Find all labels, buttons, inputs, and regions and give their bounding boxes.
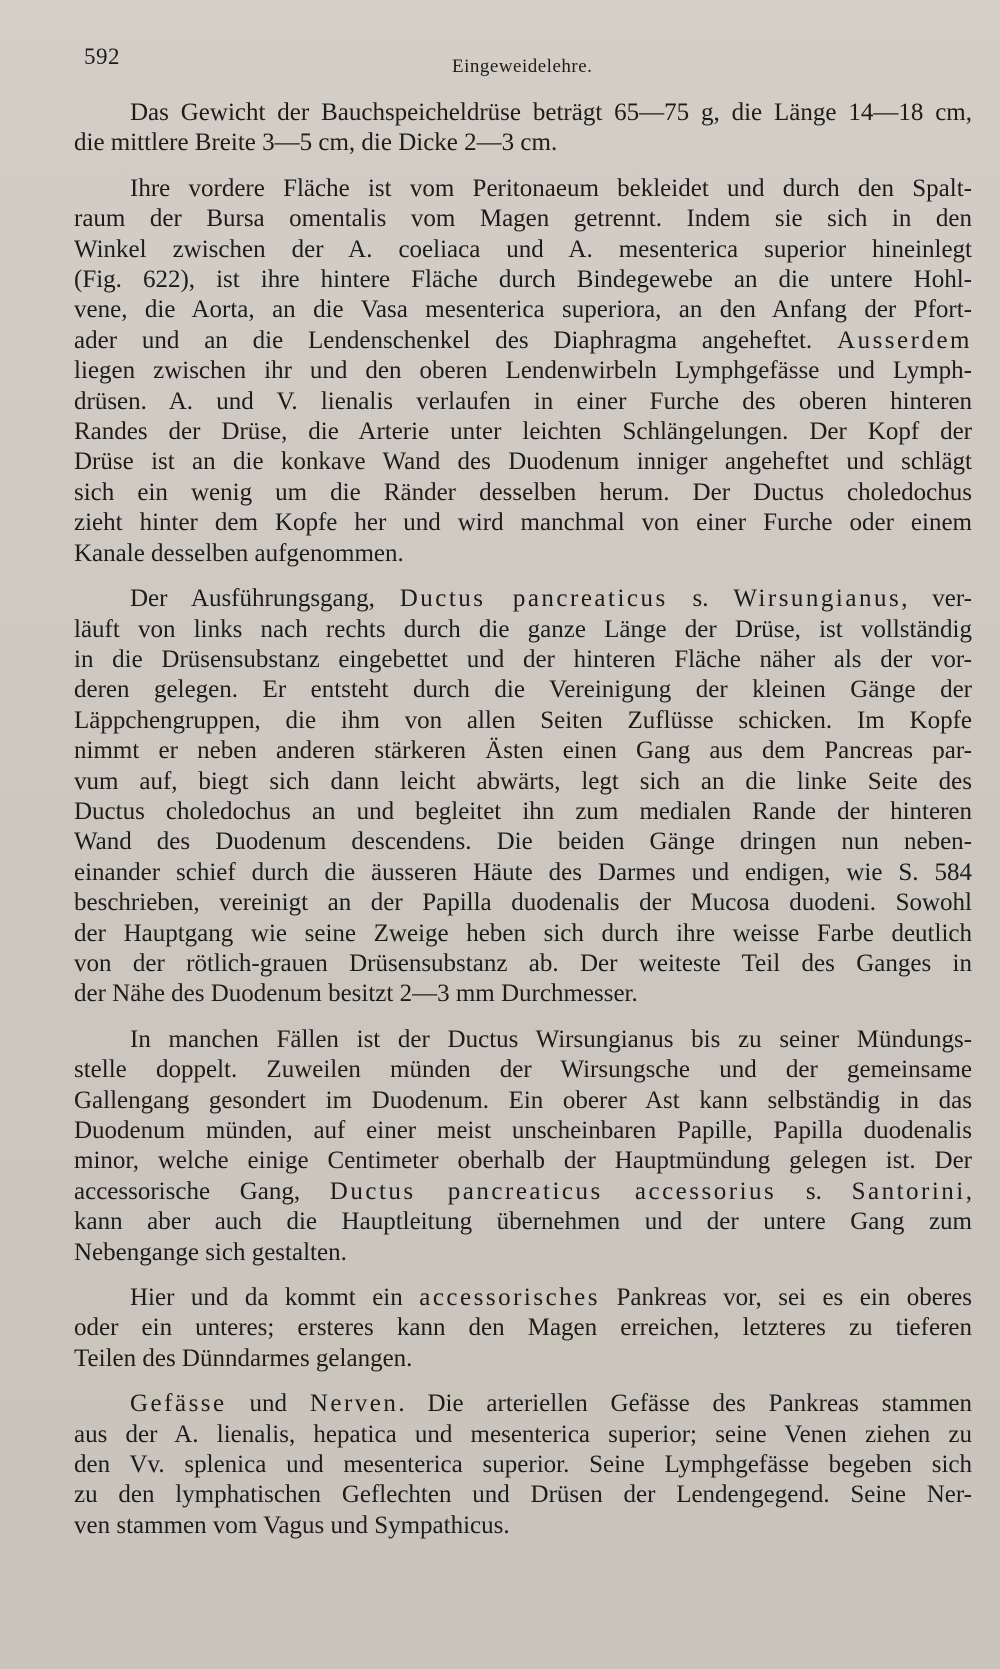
text-line: läuft von links nach rechts durch die ganze Länge der Drüse, ist vollständig	[74, 615, 972, 643]
text-line: Läppchengruppen, die ihm von allen Seiten Zuflüsse schicken. Im Kopfe	[74, 706, 972, 734]
text-line: sich ein wenig um die Ränder desselben herum. Der Ductus choledochus	[74, 478, 972, 506]
text-line: Hier und da kommt ein accessorisches Pankreas vor, sei es ein oberes	[130, 1284, 972, 1312]
text-line: Drüse ist an die konkave Wand des Duodenum inniger angeheftet und schlägt	[74, 448, 972, 476]
paragraph	[74, 98, 972, 159]
body-text	[74, 98, 972, 1556]
text-line: Gallengang gesondert im Duodenum. Ein oberer Ast kann selbständig in das	[74, 1086, 972, 1114]
spaced-term: Gefässe	[130, 1390, 227, 1418]
text-line: Duodenum münden, auf einer meist unscheinbaren Papille, Papilla duodenalis	[74, 1117, 972, 1144]
text-line: raum der Bursa omentalis vom Magen getrennt. Indem sie sich in den	[74, 205, 972, 233]
text-line: zu den lymphatischen Geflechten und Drüsen der Lendengegend. Seine Ner-	[74, 1481, 972, 1509]
spaced-term: accessorisches	[419, 1284, 600, 1312]
spaced-term: Santorini	[851, 1177, 966, 1205]
text-line: zieht hinter dem Kopfe her und wird manchmal von einer Furche oder einem	[74, 509, 972, 537]
text-line: nimmt er neben anderen stärkeren Ästen einen Gang aus dem Pancreas par-	[74, 737, 972, 765]
text-line: vene, die Aorta, an die Vasa mesenterica superiora, an den Anfang der Pfort-	[74, 296, 972, 324]
text-line: Ductus choledochus an und begleitet ihn zum medialen Rande der hinteren	[74, 797, 972, 825]
text-line: liegen zwischen ihr und den oberen Lendenwirbeln Lymphgefässe und Lymph-	[74, 357, 972, 385]
text-line: kann aber auch die Hauptleitung übernehmen und der untere Gang zum	[74, 1208, 972, 1236]
text-line: (Fig. 622), ist ihre hintere Fläche durch Bindegewebe an die untere Hohl-	[74, 266, 972, 294]
text-line: Teilen des Dünndarmes gelangen.	[74, 1344, 413, 1372]
text-line: Nebengange sich gestalten.	[74, 1238, 347, 1266]
spaced-term: Ductus pancreaticus	[399, 585, 668, 613]
text-line: die mittlere Breite 3—5 cm, die Dicke 2—3 cm.	[74, 129, 558, 157]
text-line: Das Gewicht der Bauchspeicheldrüse beträgt 65—75 g, die Länge 14—18 cm,	[130, 99, 972, 126]
text-line: deren gelegen. Er entsteht durch die Vereinigung der kleinen Gänge der	[74, 676, 972, 704]
paragraph	[74, 584, 972, 1010]
spaced-term: Nerven	[309, 1390, 399, 1418]
text-line: vum auf, biegt sich dann leicht abwärts, legt sich an die linke Seite des	[74, 767, 972, 795]
text-line: einander schief durch die äusseren Häute des Darmes und endigen, wie S. 584	[74, 858, 972, 886]
text-line: beschrieben, vereinigt an der Papilla duodenalis der Mucosa duodeni. Sowohl	[74, 889, 972, 917]
text-line: den Vv. splenica und mesenterica superior. Seine Lymphgefässe begeben sich	[74, 1451, 972, 1479]
text-line: Randes der Drüse, die Arterie unter leichten Schlängelungen. Der Kopf der	[74, 418, 972, 446]
text-line: drüsen. A. und V. lienalis verlaufen in einer Furche des oberen hinteren	[74, 387, 972, 415]
text-line: Ihre vordere Fläche ist vom Peritonaeum bekleidet und durch den Spalt-	[130, 174, 972, 202]
text-line: in die Drüsensubstanz eingebettet und der hinteren Fläche näher als der vor-	[74, 645, 972, 673]
paragraph	[74, 1283, 972, 1374]
paragraph	[74, 1025, 972, 1268]
text-line: Gefässe und Nerven. Die arteriellen Gefässe des Pankreas stammen	[130, 1390, 973, 1418]
text-line: oder ein unteres; ersteres kann den Magen erreichen, letzteres zu tieferen	[74, 1314, 972, 1342]
text-line: accessorische Gang, Ductus pancreaticus accessorius s. Santorini,	[74, 1177, 972, 1205]
text-line: stelle doppelt. Zuweilen münden der Wirsungsche und der gemeinsame	[74, 1056, 972, 1084]
text-line: der Hauptgang wie seine Zweige heben sich durch ihre weisse Farbe deutlich	[74, 919, 972, 947]
text-line: Der Ausführungsgang, Ductus pancreaticus s. Wirsungianus, ver-	[130, 585, 972, 613]
text-line: ven stammen vom Vagus und Sympathicus.	[74, 1511, 510, 1539]
paragraph	[74, 1389, 972, 1541]
text-line: aus der A. lienalis, hepatica und mesenterica superior; seine Venen ziehen zu	[74, 1420, 972, 1448]
text-line: In manchen Fällen ist der Ductus Wirsungianus bis zu seiner Mündungs-	[130, 1025, 972, 1053]
paragraph	[74, 174, 972, 569]
text-line: ader und an die Lendenschenkel des Diaphragma angeheftet. Ausserdem	[74, 326, 972, 354]
text-line: Winkel zwischen der A. coeliaca und A. mesenterica superior hineinlegt	[74, 235, 972, 263]
spaced-term: Wirsungianus	[733, 585, 902, 613]
spaced-term: Ductus pancreaticus accessorius	[329, 1177, 777, 1205]
page-number: 592	[84, 44, 120, 69]
text-line: minor, welche einige Centimeter oberhalb der Hauptmündung gelegen ist. Der	[74, 1147, 972, 1175]
text-line: von der rötlich-grauen Drüsensubstanz ab. Der weiteste Teil des Ganges in	[74, 949, 972, 977]
spaced-term: Ausserdem	[837, 326, 972, 354]
text-line: Wand des Duodenum descendens. Die beiden Gänge dringen nun neben-	[74, 828, 972, 856]
running-head: Eingeweidelehre.	[452, 56, 593, 77]
text-line: Kanale desselben aufgenommen.	[74, 539, 404, 567]
text-line: der Nähe des Duodenum besitzt 2—3 mm Durchmesser.	[74, 980, 638, 1008]
